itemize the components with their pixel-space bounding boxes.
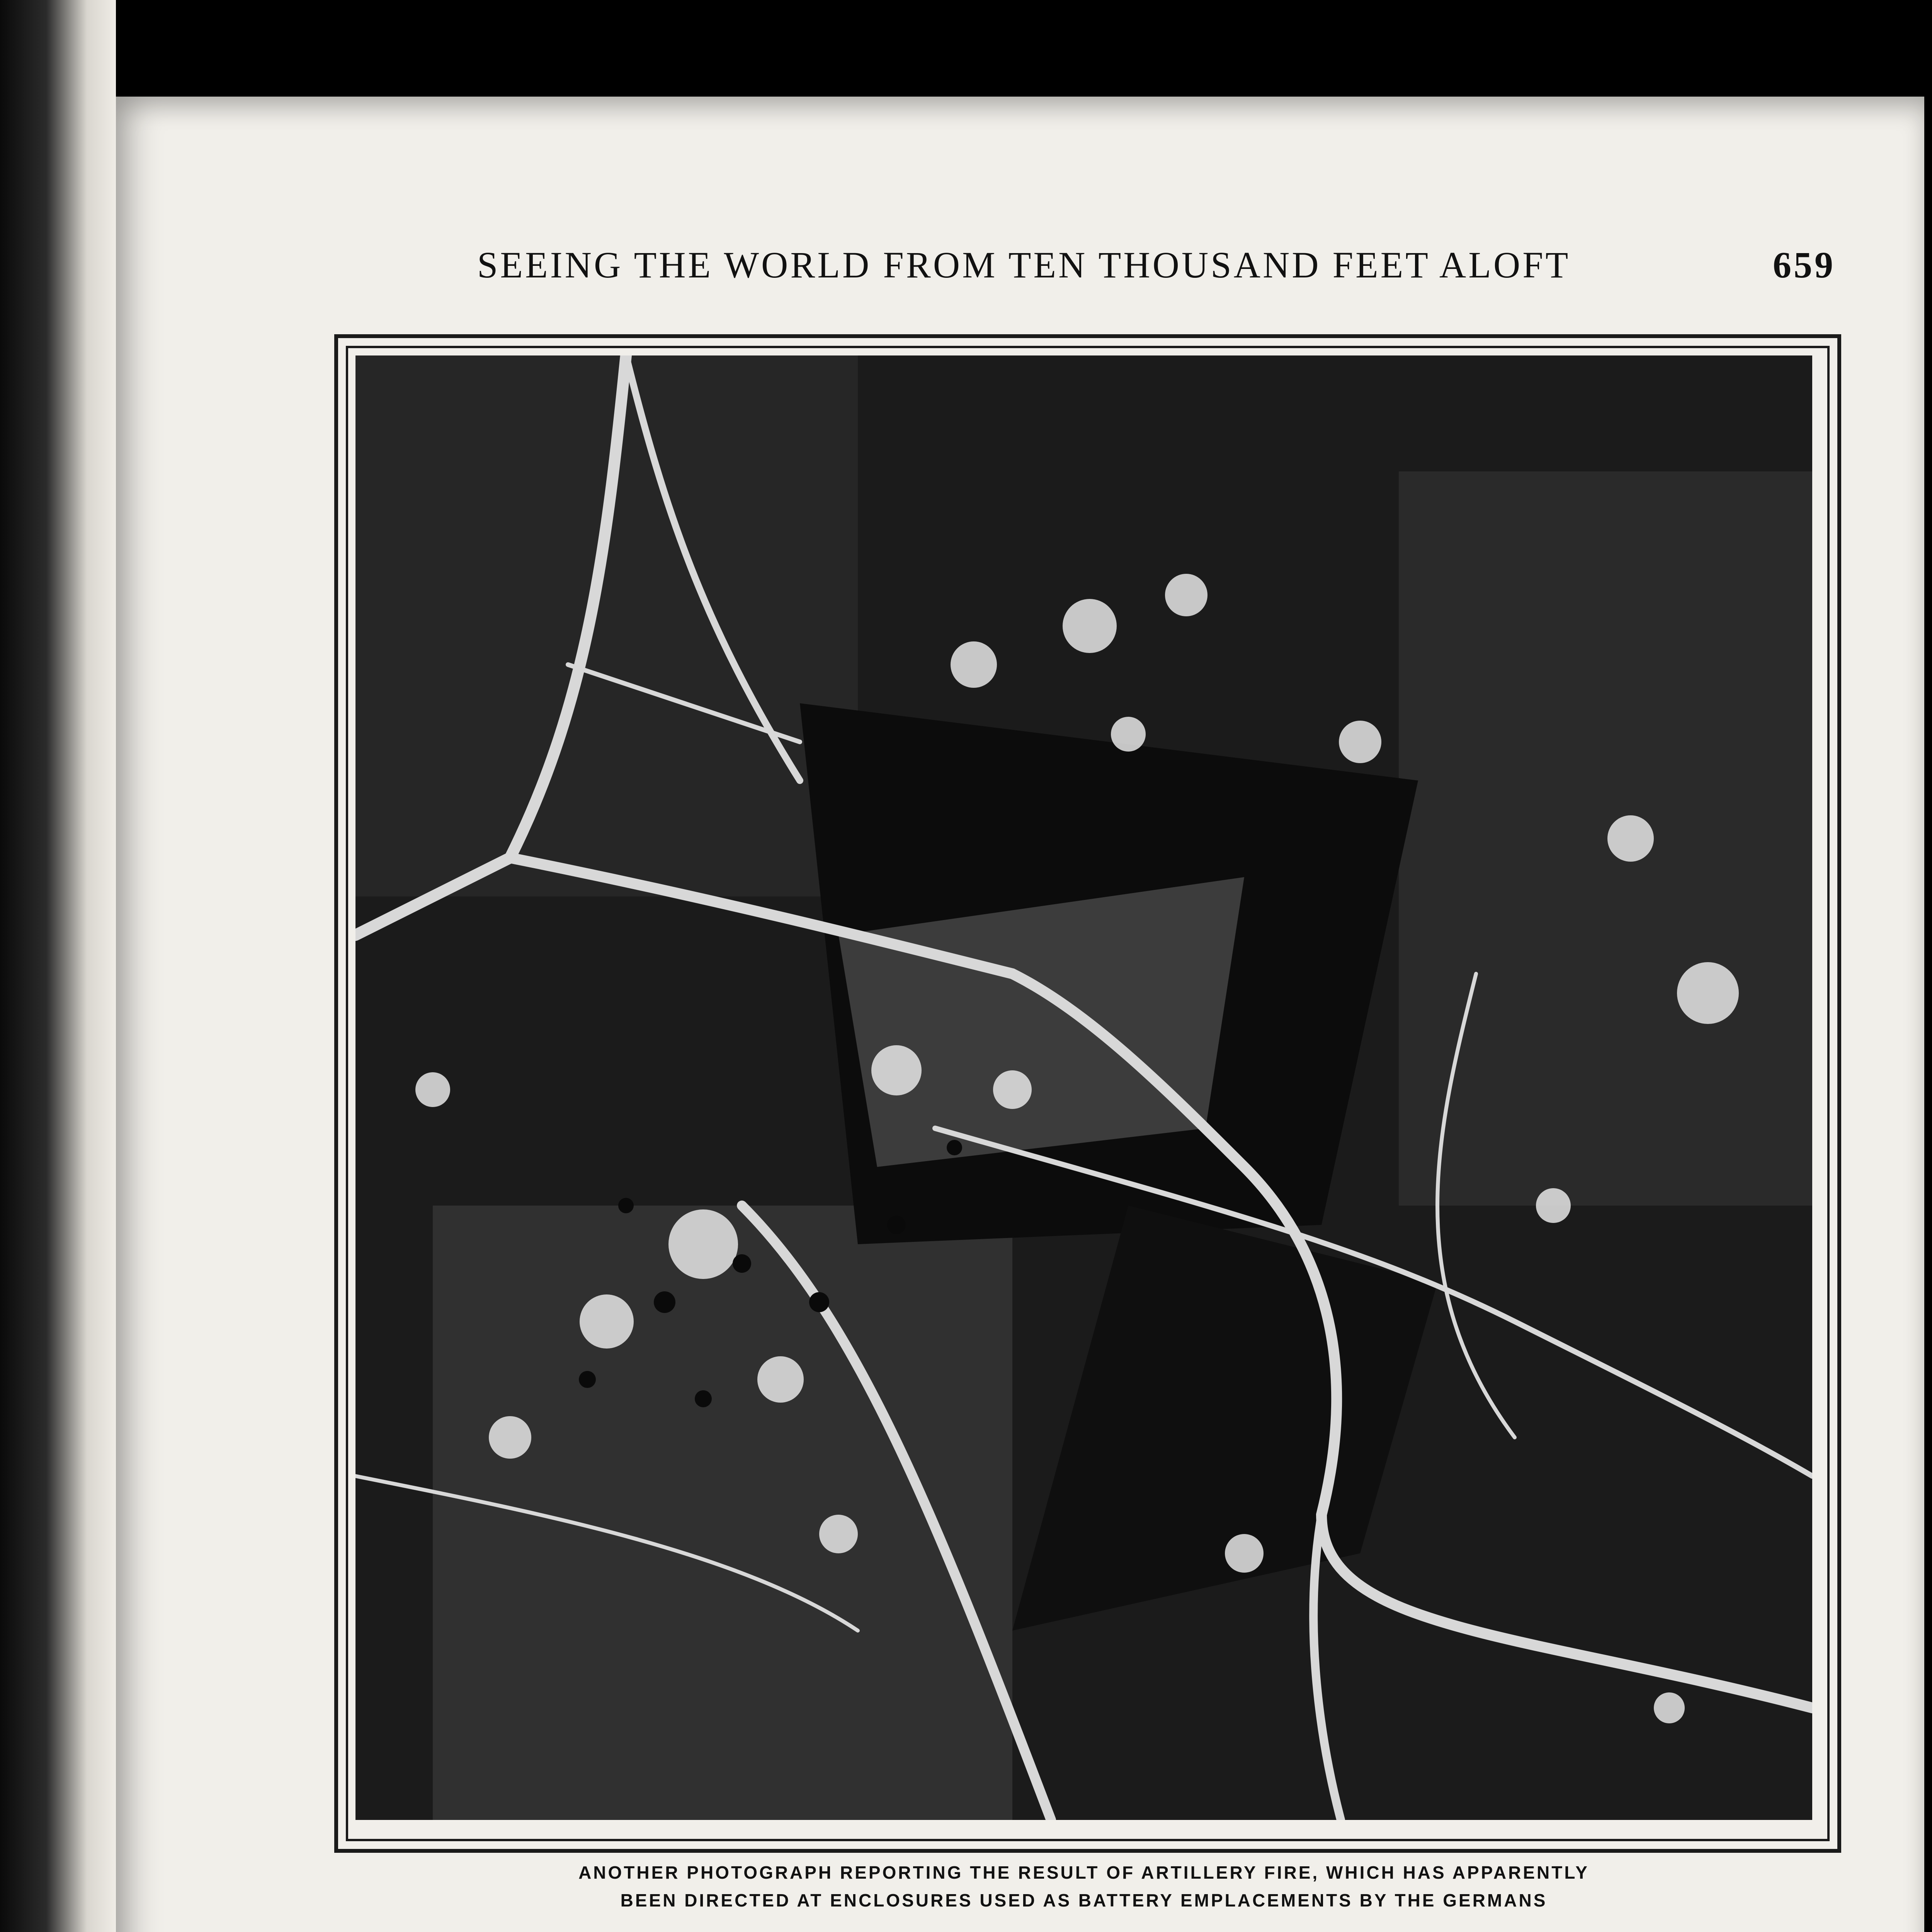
caption-line-2: BEEN DIRECTED AT ENCLOSURES USED AS BATTERY EMPLACEMENTS BY THE GERMANS [620,1890,1548,1910]
page-number: 659 [1773,244,1835,286]
running-title: SEEING THE WORLD FROM TEN THOUSAND FEET ALOFT [477,244,1571,286]
book-spine [0,0,116,1932]
aerial-photograph [355,355,1812,1820]
caption-line-1: ANOTHER PHOTOGRAPH REPORTING THE RESULT OF ARTILLERY FIRE, WHICH HAS APPARENTLY [578,1862,1589,1883]
figure-caption [340,1859,1828,1914]
